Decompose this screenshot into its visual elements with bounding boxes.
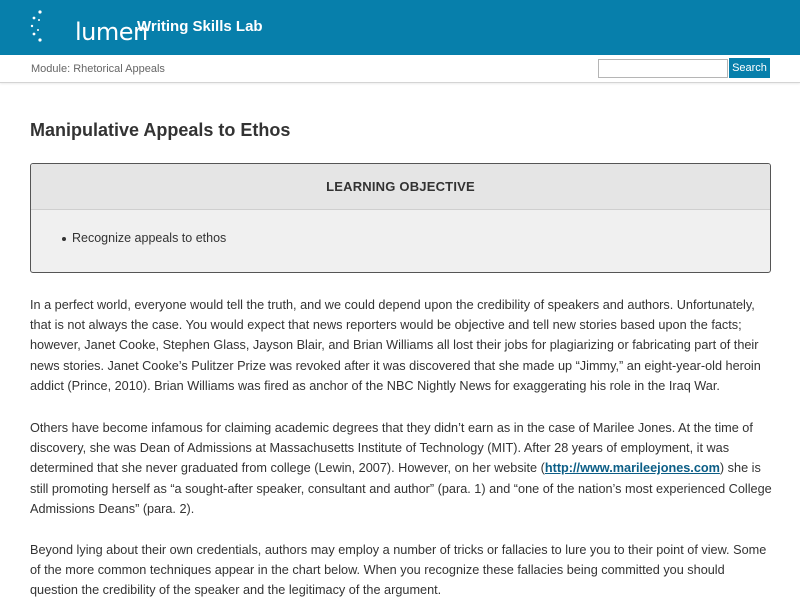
paragraph-text-before-link: Others have become infamous for claiming academic degrees that they didn’t earn as in the case of Marilee Jones. At the time of discovery, she was Dean of Admissions at Massachusetts Institute of Technology (MIT). After 28 years of employment, it was determined that she never graduated from college (Lewin, 2007). However, on her website ( — [30, 421, 753, 476]
app-title[interactable]: Writing Skills Lab — [137, 18, 263, 35]
list-item — [72, 231, 770, 245]
search-input[interactable] — [598, 59, 728, 78]
paragraph-credibility: In a perfect world, everyone would tell the truth, and we could depend upon the credibility of speakers and authors. Unfortunately, that is not always the case. You would expect that news reporters would be objective and tell new stories based upon the facts; however, Janet Cooke, Stephen Glass, Jayson Blair, and Brian Williams all lost their jobs for plagiarizing or fabricating part of their news stories. Janet Cooke’s Pulitzer Prize was revoked after it was discovered that she made up “Jimmy,” an eight-year-old heroin addict (Prince, 2010). Brian Williams was fired as anchor of the NBC Nightly News for exaggerating his role in the Iraq War. — [30, 298, 761, 393]
list-item-text: Recognize appeals to ethos — [72, 231, 227, 245]
logo-wordmark: lumen — [75, 18, 148, 46]
learning-objective-box — [30, 163, 771, 273]
learning-objective-heading: LEARNING OBJECTIVE — [326, 179, 475, 194]
learning-objective-header — [31, 164, 770, 210]
logo-dots-icon — [30, 8, 70, 48]
top-header-bar — [0, 0, 800, 55]
paragraph-academic-degrees — [30, 418, 772, 519]
page-title: Manipulative Appeals to Ethos — [30, 120, 291, 140]
search-button[interactable]: Search — [729, 58, 770, 78]
paragraph-fallacies: Beyond lying about their own credentials, authors may employ a number of tricks or fallacies to lure you to their point of view. Some of the more common techniques appear in the chart below. When you recognize these fallacies being committed you should question the credibility of the speaker and the legitimacy of the argument. — [30, 543, 767, 598]
module-bar — [0, 55, 800, 83]
paragraph-text-after-link: ) she is still promoting herself as “a sought-after speaker, consultant and author” (para. 1) and “one of the nation’s most experienced College Admissions Deans” (para. 2). — [30, 461, 772, 516]
bullet-icon — [62, 237, 66, 241]
learning-objective-list — [31, 210, 770, 245]
lumen-logo[interactable] — [30, 8, 148, 48]
website-link[interactable]: http://www.marileejones.com — [544, 461, 720, 476]
breadcrumb[interactable]: Module: Rhetorical Appeals — [31, 63, 165, 75]
